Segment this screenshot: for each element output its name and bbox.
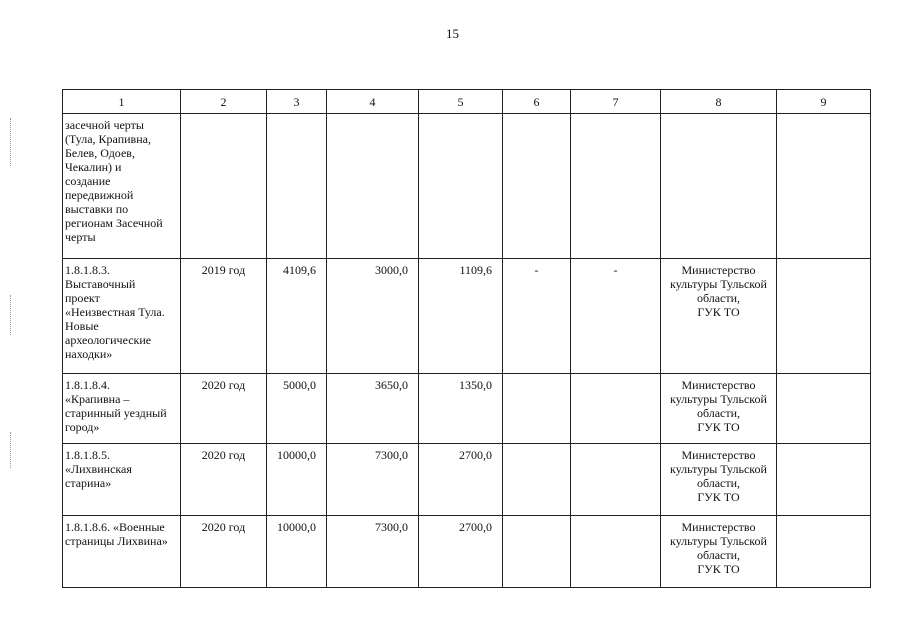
col9-cell bbox=[777, 259, 871, 374]
table-row bbox=[63, 516, 871, 588]
header-cell: 6 bbox=[503, 90, 571, 114]
col6-cell: - bbox=[503, 259, 571, 374]
margin-scan-marks bbox=[10, 432, 13, 468]
measure-name-cell: засечной черты (Тула, Крапивна, Белев, Одоев, Чекалин) и создание передвижной выставки по регионам Засечной черты bbox=[63, 114, 181, 259]
header-cell: 9 bbox=[777, 90, 871, 114]
col9-cell bbox=[777, 444, 871, 516]
measure-name-cell: 1.8.1.8.3. Выставочный проект «Неизвестная Тула. Новые археологические находки» bbox=[63, 259, 181, 374]
table-row bbox=[63, 374, 871, 444]
col9-cell bbox=[777, 114, 871, 259]
period-cell: 2020 год bbox=[181, 516, 267, 588]
header-cell: 8 bbox=[661, 90, 777, 114]
header-cell: 3 bbox=[267, 90, 327, 114]
total-cell: 10000,0 bbox=[267, 444, 327, 516]
col4-cell: 7300,0 bbox=[327, 516, 419, 588]
col5-cell: 1350,0 bbox=[419, 374, 503, 444]
program-table bbox=[62, 89, 871, 588]
col6-cell bbox=[503, 516, 571, 588]
period-cell bbox=[181, 114, 267, 259]
margin-scan-marks bbox=[10, 118, 13, 166]
total-cell: 5000,0 bbox=[267, 374, 327, 444]
total-cell bbox=[267, 114, 327, 259]
executor-cell: Министерство культуры Тульской области, ГУК ТО bbox=[661, 444, 777, 516]
header-cell: 1 bbox=[63, 90, 181, 114]
header-cell: 5 bbox=[419, 90, 503, 114]
executor-cell: Министерство культуры Тульской области, ГУК ТО bbox=[661, 516, 777, 588]
period-cell: 2020 год bbox=[181, 444, 267, 516]
col7-cell bbox=[571, 444, 661, 516]
col5-cell: 2700,0 bbox=[419, 444, 503, 516]
table-header-row bbox=[63, 90, 871, 114]
col5-cell bbox=[419, 114, 503, 259]
col6-cell bbox=[503, 114, 571, 259]
col9-cell bbox=[777, 516, 871, 588]
col7-cell bbox=[571, 374, 661, 444]
table-row bbox=[63, 259, 871, 374]
measure-name-cell: 1.8.1.8.5. «Лихвинская старина» bbox=[63, 444, 181, 516]
period-cell: 2019 год bbox=[181, 259, 267, 374]
executor-cell: Министерство культуры Тульской области, ГУК ТО bbox=[661, 259, 777, 374]
page-number: 15 bbox=[446, 26, 459, 41]
col9-cell bbox=[777, 374, 871, 444]
total-cell: 4109,6 bbox=[267, 259, 327, 374]
table-row bbox=[63, 444, 871, 516]
header-cell: 7 bbox=[571, 90, 661, 114]
col4-cell bbox=[327, 114, 419, 259]
col5-cell: 2700,0 bbox=[419, 516, 503, 588]
executor-cell: Министерство культуры Тульской области, ГУК ТО bbox=[661, 374, 777, 444]
col6-cell bbox=[503, 374, 571, 444]
col7-cell: - bbox=[571, 259, 661, 374]
col5-cell: 1109,6 bbox=[419, 259, 503, 374]
total-cell: 10000,0 bbox=[267, 516, 327, 588]
col4-cell: 3000,0 bbox=[327, 259, 419, 374]
margin-scan-marks bbox=[10, 295, 13, 335]
col4-cell: 3650,0 bbox=[327, 374, 419, 444]
header-cell: 2 bbox=[181, 90, 267, 114]
header-cell: 4 bbox=[327, 90, 419, 114]
measure-name-cell: 1.8.1.8.4. «Крапивна – старинный уездный город» bbox=[63, 374, 181, 444]
col7-cell bbox=[571, 516, 661, 588]
col6-cell bbox=[503, 444, 571, 516]
executor-cell bbox=[661, 114, 777, 259]
table-row bbox=[63, 114, 871, 259]
period-cell: 2020 год bbox=[181, 374, 267, 444]
measure-name-cell: 1.8.1.8.6. «Военные страницы Лихвина» bbox=[63, 516, 181, 588]
col7-cell bbox=[571, 114, 661, 259]
col4-cell: 7300,0 bbox=[327, 444, 419, 516]
